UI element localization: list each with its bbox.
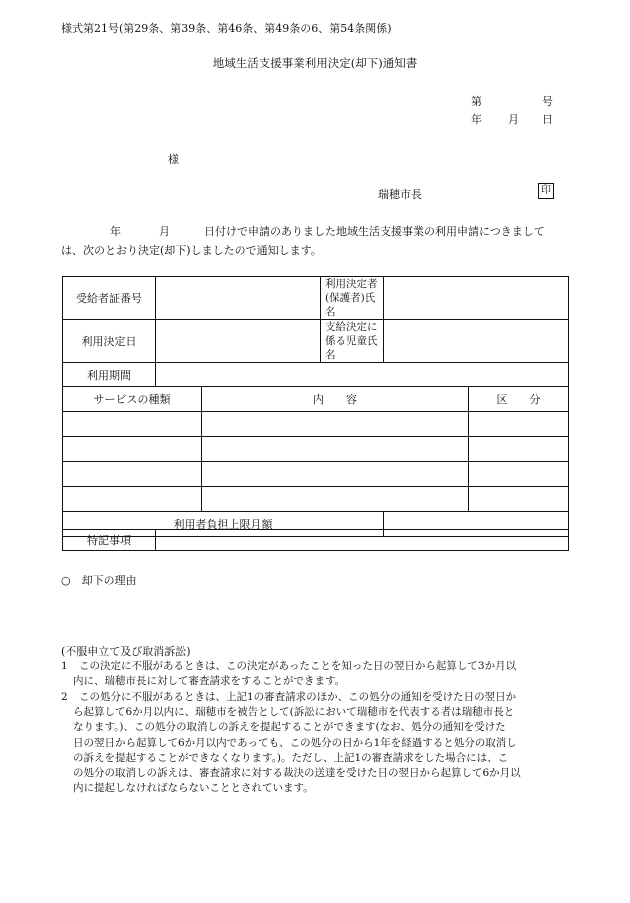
decision-table <box>62 276 569 537</box>
paragraph-line: この決定に不服があるときは、この決定があったことを知った日の翌日から起算して3か月以 <box>79 660 517 672</box>
period-label: 利用期間 <box>63 363 156 387</box>
decision-date-field[interactable] <box>156 320 321 363</box>
paragraph-line: 日の翌日から起算して6か月以内であっても、この処分の日から1年を経過すると処分の取消し <box>73 736 517 749</box>
period-field[interactable] <box>156 363 569 387</box>
service-type-cell[interactable] <box>63 412 202 437</box>
paragraph-number: 2 <box>61 691 68 703</box>
category-cell[interactable] <box>469 462 569 487</box>
issue-date-year: 年 <box>471 113 482 126</box>
issue-date-day: 日 <box>542 113 553 126</box>
service-type-cell[interactable] <box>63 437 202 462</box>
paragraph-line: 内に、瑞穂市長に対して審査請求をすることができます。 <box>73 675 346 688</box>
copay-limit-label: 利用者負担上限月額 <box>63 512 384 537</box>
recipient-number-field[interactable] <box>156 277 321 320</box>
paragraph-line: この処分に不服があるときは、上記1の審査請求のほか、この処分の通知を受けた日の翌日か <box>79 691 517 703</box>
service-type-cell[interactable] <box>63 462 202 487</box>
intro-line2: は、次のとおり決定(却下)しましたので通知します。 <box>61 244 322 257</box>
content-cell[interactable] <box>202 437 469 462</box>
decision-date-label: 利用決定日 <box>63 320 156 363</box>
content-header: 内 容 <box>202 387 469 412</box>
child-name-label: 支給決定に係る児童氏名 <box>321 320 384 363</box>
content-cell[interactable] <box>202 462 469 487</box>
content-cell[interactable] <box>202 412 469 437</box>
addressee-suffix: 様 <box>168 153 179 166</box>
decided-user-field[interactable] <box>384 277 569 320</box>
rejection-reason-label: ○ 却下の理由 <box>61 574 137 587</box>
special-notes-table <box>62 529 569 551</box>
intro-year: 年 <box>110 225 121 238</box>
child-name-field[interactable] <box>384 320 569 363</box>
form-number: 様式第21号(第29条、第39条、第46条、第49条の6、第54条関係) <box>61 22 392 35</box>
intro-paragraph <box>61 222 568 260</box>
number-suffix: 号 <box>542 95 553 108</box>
category-cell[interactable] <box>469 487 569 512</box>
objection-paragraph-1 <box>61 659 571 689</box>
service-type-header: サービスの種類 <box>63 387 202 412</box>
category-cell[interactable] <box>469 412 569 437</box>
paragraph-line: の訴えを提起することができなくなります。)。ただし、上記1の審査請求をした場合には、こ <box>73 751 509 764</box>
paragraph-line: ら起算して6か月以内に、瑞穂市を被告として(訴訟において瑞穂市を代表する者は瑞穂市長と <box>73 706 515 719</box>
special-notes-label: 特記事項 <box>63 530 156 551</box>
category-cell[interactable] <box>469 437 569 462</box>
document-title: 地域生活支援事業利用決定(却下)通知書 <box>212 56 418 70</box>
special-notes-field[interactable] <box>156 530 569 551</box>
intro-month: 月 <box>159 225 170 238</box>
content-cell[interactable] <box>202 487 469 512</box>
issuer-name: 瑞穂市長 <box>378 188 422 201</box>
recipient-number-label: 受給者証番号 <box>63 277 156 320</box>
paragraph-number: 1 <box>61 660 68 672</box>
paragraph-line: 内に提起しなければならないこととされています。 <box>73 782 314 795</box>
seal-stamp: 印 <box>538 183 554 199</box>
objection-paragraph-2 <box>61 690 571 796</box>
intro-line1: 日付けで申請のありました地域生活支援事業の利用申請につきまして <box>204 225 545 238</box>
service-type-cell[interactable] <box>63 487 202 512</box>
objection-title: (不服申立て及び取消訴訟) <box>61 645 191 658</box>
decided-user-label: 利用決定者(保護者)氏名 <box>321 277 384 320</box>
category-header: 区 分 <box>469 387 569 412</box>
number-label: 第 <box>471 95 482 108</box>
issue-date-month: 月 <box>508 113 519 126</box>
paragraph-line: の処分の取消しの訴えは、審査請求に対する裁決の送達を受けた日の翌日から起算して6か月以 <box>73 767 521 780</box>
paragraph-line: なります。)、この処分の取消しの訴えを提起することができます(なお、処分の通知を受けた <box>73 721 506 734</box>
